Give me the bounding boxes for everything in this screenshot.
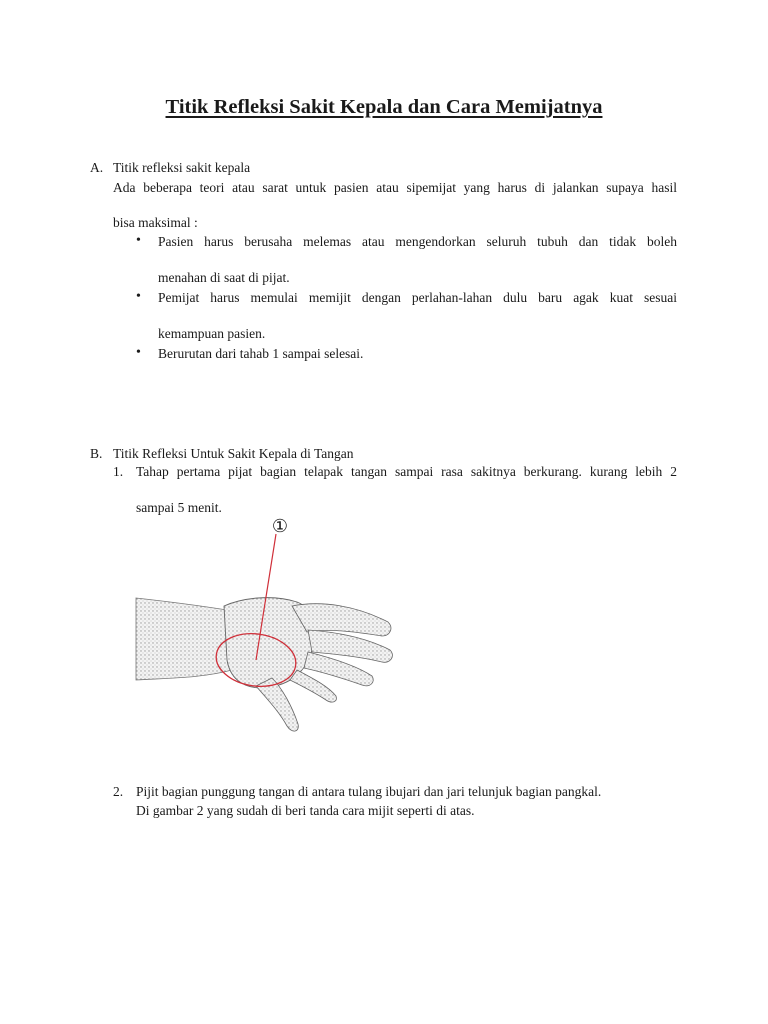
bullet-dot: • xyxy=(136,289,141,304)
section-a-intro-line1: Ada beberapa teori atau sarat untuk pasien atau sipemijat yang harus di jalankan supaya hasil xyxy=(113,180,677,195)
step-1-line1: Tahap pertama pijat bagian telapak tangan sampai rasa sakitnya berkurang. kurang lebih 2 xyxy=(136,464,677,479)
section-b-heading: Titik Refleksi Untuk Sakit Kepala di Tangan xyxy=(113,446,354,461)
section-a-heading: Titik refleksi sakit kepala xyxy=(113,160,251,175)
hand-figure xyxy=(132,510,402,740)
bullet-2-line1: Pemijat harus memulai memijit dengan perlahan-lahan dulu baru agak kuat sesuai xyxy=(158,290,677,305)
bullet-1-line1: Pasien harus berusaha melemas atau mengendorkan seluruh tubuh dan tidak boleh xyxy=(158,234,677,249)
section-a-intro-line2: bisa maksimal : xyxy=(113,215,198,230)
bullet-2-line2: kemampuan pasien. xyxy=(158,326,266,341)
section-b-marker: B. xyxy=(90,446,103,461)
step-2-line1: Pijit bagian punggung tangan di antara tulang ibujari dan jari telunjuk bagian pangkal. xyxy=(136,784,602,799)
figure-marker: ① xyxy=(271,516,289,537)
step-2-line2: Di gambar 2 yang sudah di beri tanda cara mijit seperti di atas. xyxy=(136,803,475,818)
hand-illustration xyxy=(132,510,402,740)
page-title: Titik Refleksi Sakit Kepala dan Cara Memijatnya xyxy=(165,96,603,118)
step-1-marker: 1. xyxy=(113,464,124,479)
step-2-marker: 2. xyxy=(113,784,124,799)
bullet-3-line1: Berurutan dari tahab 1 sampai selesai. xyxy=(158,346,364,361)
step-1-line2: sampai 5 menit. xyxy=(136,500,222,515)
bullet-1-line2: menahan di saat di pijat. xyxy=(158,270,290,285)
bullet-dot: • xyxy=(136,233,141,248)
bullet-dot: • xyxy=(136,345,141,360)
section-a-marker: A. xyxy=(90,160,104,175)
